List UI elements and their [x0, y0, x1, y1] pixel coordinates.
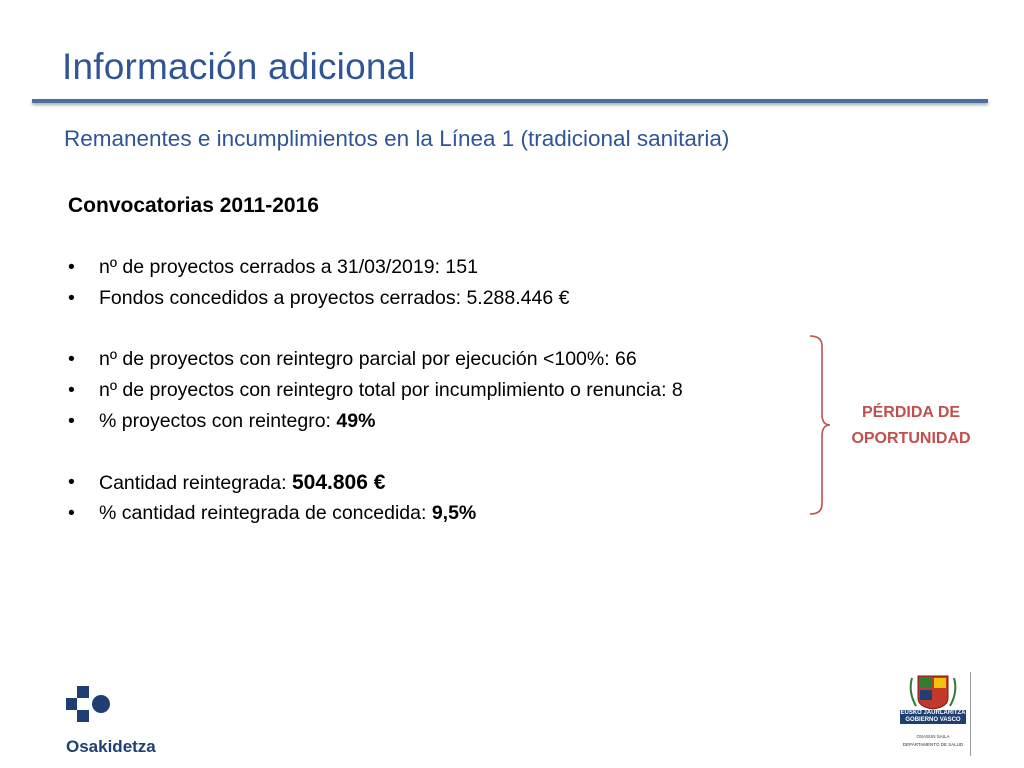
- right-curly-bracket: [808, 334, 832, 516]
- bullet-item: [68, 498, 683, 529]
- bullet-dot: •: [68, 287, 75, 309]
- bullet-item: [68, 467, 683, 498]
- gv-logo-line: GOBIERNO VASCO: [900, 717, 966, 724]
- bullet-value: 9,5%: [431, 502, 477, 524]
- bullet-text: Fondos concedidos a proyectos cerrados: 5.288.446 €: [99, 287, 570, 309]
- gobierno-vasco-logo: [898, 672, 971, 756]
- osakidetza-logo-icon: [66, 686, 112, 732]
- bullet-dot: •: [68, 256, 75, 278]
- bullet-item: [68, 252, 683, 283]
- coat-of-arms-icon: [898, 672, 968, 710]
- bullet-dot: •: [68, 410, 75, 432]
- gv-logo-subline: DEPARTAMENTO DE SALUD: [902, 742, 964, 747]
- bullet-list: [68, 252, 683, 529]
- bullet-item: [68, 375, 683, 406]
- bullet-text: nº de proyectos con reintegro parcial por ejecución <100%: 66: [99, 348, 637, 370]
- note-line: PÉRDIDA DE: [861, 404, 961, 421]
- title-divider: [32, 99, 988, 103]
- bullet-label: % proyectos con reintegro:: [99, 410, 337, 432]
- gv-logo-subline: OSASUN SAILA: [916, 734, 950, 739]
- bullet-label: % cantidad reintegrada de concedida:: [99, 502, 432, 524]
- bullet-dot: •: [68, 379, 75, 401]
- slide-title: Información adicional: [62, 46, 416, 87]
- bullet-text: nº de proyectos con reintegro total por incumplimiento o renuncia: 8: [99, 379, 683, 401]
- bullet-dot: •: [68, 502, 75, 524]
- bullet-value: 504.806 €: [291, 471, 386, 494]
- bullet-label: Cantidad reintegrada:: [99, 472, 292, 494]
- gv-logo-line: EUSKO JAURLARITZA: [900, 710, 966, 716]
- slide-subtitle: Remanentes e incumplimientos en la Línea 1 (tradicional sanitaria): [64, 126, 730, 151]
- loss-of-opportunity-note: [836, 400, 986, 452]
- bullet-dot: •: [68, 471, 75, 493]
- bullet-dot: •: [68, 348, 75, 370]
- note-line: OPORTUNIDAD: [851, 430, 971, 447]
- bullet-item: [68, 283, 683, 314]
- bullet-value: 49%: [336, 410, 376, 432]
- section-heading: Convocatorias 2011-2016: [68, 194, 319, 217]
- bullet-item: [68, 344, 683, 375]
- bullet-item: [68, 406, 683, 437]
- osakidetza-logo-text: Osakidetza: [66, 737, 156, 756]
- bullet-text: nº de proyectos cerrados a 31/03/2019: 151: [99, 256, 478, 278]
